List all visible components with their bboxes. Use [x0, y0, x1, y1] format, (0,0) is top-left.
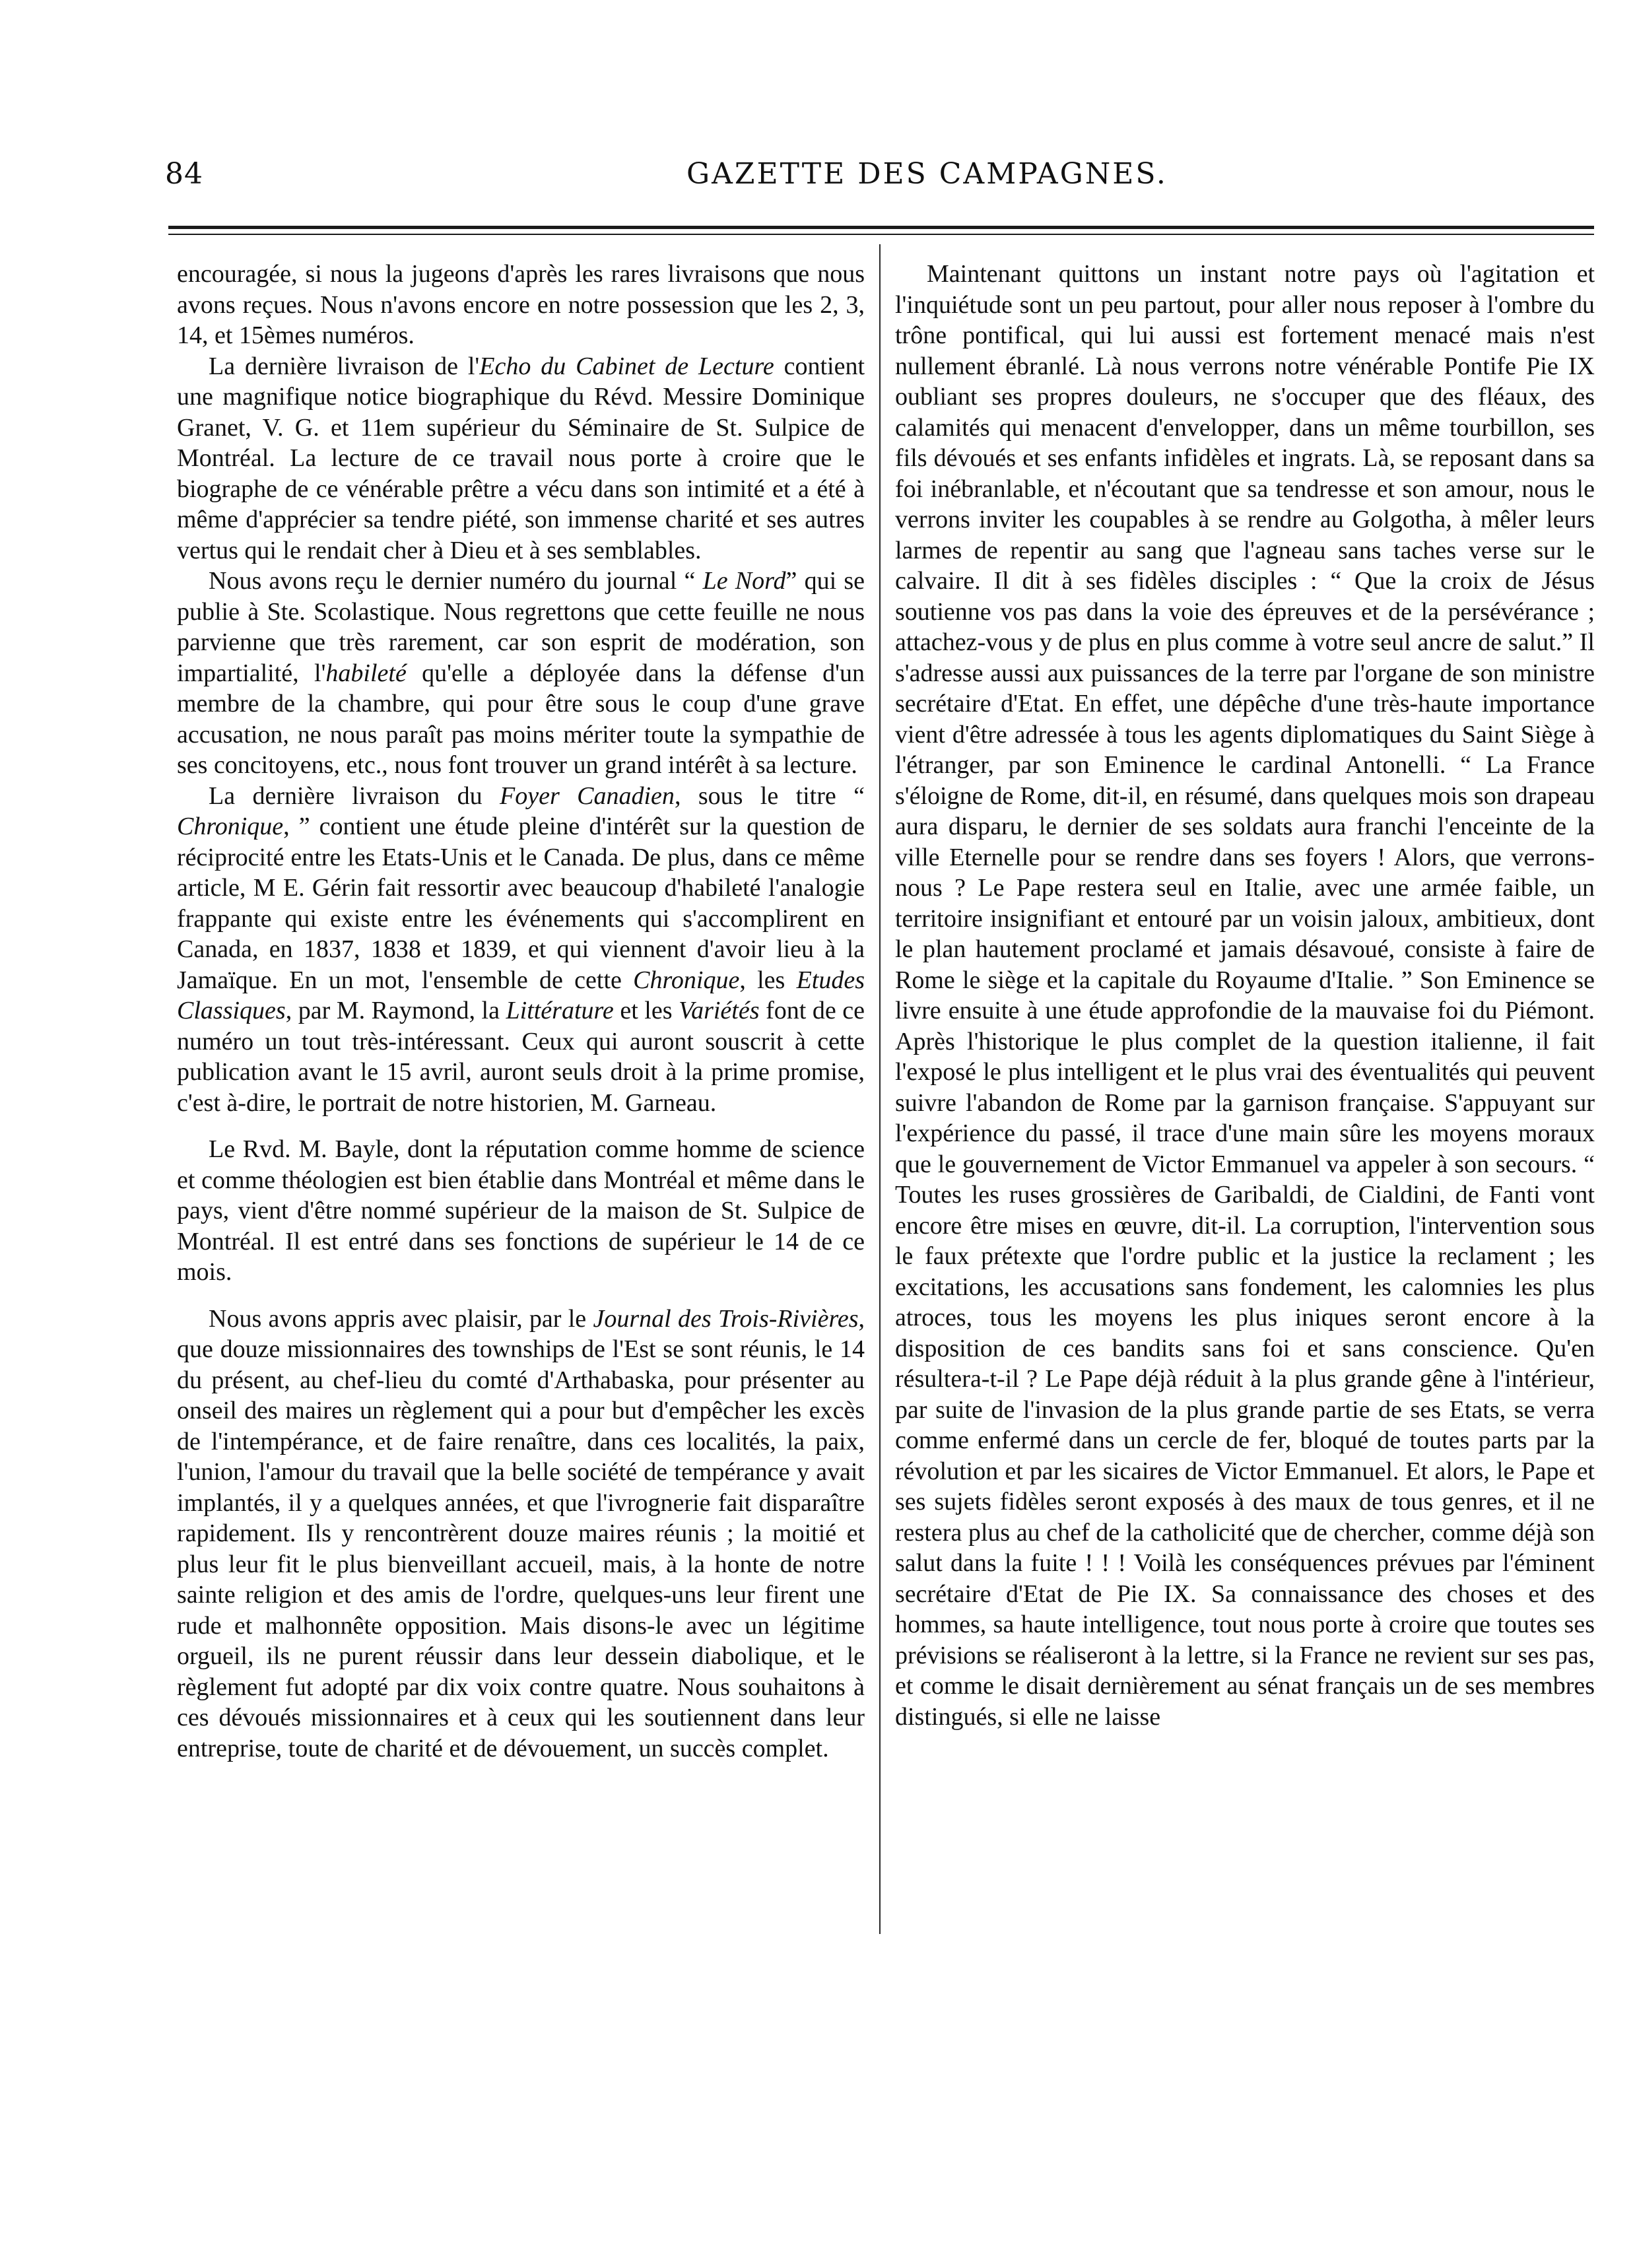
- header-rule-thick: [168, 226, 1594, 229]
- text: ” qui se publie à Ste. Scolastique. Nous regrettons que cette feuille ne nous parvienne que très rarement, car son esprit de modération, son impartialité, l': [177, 567, 865, 687]
- header-rule-thin: [168, 234, 1594, 235]
- text: , les: [739, 966, 797, 994]
- publication-title: Journal des Trois-Rivières: [593, 1304, 859, 1333]
- page-number: 84: [165, 157, 203, 191]
- paragraph-pontife: [895, 259, 1595, 1732]
- emphasis: habileté: [325, 659, 407, 687]
- text: Nous avons reçu le dernier numéro du journal “: [209, 567, 703, 595]
- text: , sous le titre “: [674, 782, 865, 810]
- text: Nous avons appris avec plaisir, par le: [209, 1304, 593, 1333]
- text: La dernière livraison de l': [209, 352, 480, 380]
- text: , par M. Raymond, la: [285, 997, 506, 1024]
- column-divider: [879, 244, 881, 1934]
- text: et les: [613, 997, 679, 1024]
- paragraph-missionnaires: [177, 1304, 865, 1764]
- emphasis: Etudes Classiques: [177, 966, 865, 1024]
- text: qu'elle a déployée dans la défense d'un membre de la chambre, qui pour être sous le coup d'une grave accusation, ne nous paraît pas moins mériter toute la sympathie de ses concitoyens, etc., nous font trouver un grand intérêt à sa lecture.: [177, 659, 865, 779]
- publication-title: Echo du Cabinet de Lecture: [479, 352, 774, 380]
- emphasis: Chronique: [633, 966, 740, 994]
- paragraph-echo-cabinet: [177, 351, 865, 566]
- text: , que douze missionnaires des townships de l'Est se sont réunis, le 14 du présent, au chef-lieu du comté d'Arthabaska, pour présenter au onseil des maires un règlement qui a pour but d'empêcher les excès de l'intempérance, et de faire renaître, dans ces localités, la paix, l'union, l'amour du travail que la belle société de tempérance y avait implantés, il y a quelques années, et que l'ivrognerie fait disparaître rapidement. Ils y rencontrèrent douze maires réunis ; la moitié et plus leur fit le plus bienveillant accueil, mais, à la honte de notre sainte religion et des amis de l'ordre, quelques-uns leur firent une rude et malhonnête opposition. Mais disons-le avec un légitime orgueil, ils ne purent réussir dans leur dessein diabolique, et le règlement fut adopté par dix voix contre quatre. Nous souhaitons à ces dévoués missionnaires et à ceux qui les soutiennent dans leur entreprise, toute de charité et de dévouement, un succès complet.: [177, 1304, 865, 1762]
- emphasis: Littérature: [506, 997, 614, 1024]
- text: contient une magnifique notice biographique du Révd. Messire Dominique Granet, V. G. et 11em supérieur du Séminaire de St. Sulpice de Montréal. La lecture de ce travail nous porte à croire que le biographe de ce vénérable prêtre a vécu dans son intimité et a été à même d'apprécier sa tendre piété, son immense charité et ses autres vertus qui le rendait cher à Dieu et à ses semblables.: [177, 352, 865, 564]
- left-column: [177, 259, 865, 1764]
- paragraph-foyer-canadien: [177, 781, 865, 1119]
- right-column: [895, 259, 1595, 1732]
- running-title: GAZETTE DES CAMPAGNES.: [686, 157, 1168, 191]
- emphasis: Chronique: [177, 813, 284, 840]
- paragraph-bayle: [177, 1134, 865, 1288]
- paragraph-le-nord: [177, 566, 865, 781]
- paragraph-text: Le Rvd. M. Bayle, dont la réputation comme homme de science et comme théologien est bien établie dans Montréal et même dans le pays, vient d'être nommé supérieur de la maison de St. Sulpice de Montréal. Il est entré dans ses fonctions de supérieur le 14 de ce mois.: [177, 1135, 865, 1286]
- paragraph-text: encouragée, si nous la jugeons d'après les rares livraisons que nous avons reçues. Nous n'avons encore en notre possession que les 2, 3, 14, et 15èmes numéros.: [177, 260, 865, 349]
- paragraph-text: Maintenant quittons un instant notre pays où l'agitation et l'inquiétude sont un peu partout, pour aller nous reposer à l'ombre du trône pontifical, qui lui aussi est fortement menacé mais n'est nullement ébranlé. Là nous verrons notre vénérable Pontife Pie IX oubliant ses propres douleurs, ne s'occuper que des fléaux, des calamités qui menacent d'envelopper, dans un même tourbillon, ses fils dévoués et ses enfants infidèles et ingrats. Là, se reposant dans sa foi inébranlable, et n'écoutant que sa tendresse et son amour, nous le verrons inviter les coupables à se rendre au Golgotha, à mêler leurs larmes de repentir au sang que l'agneau sans taches verse sur le calvaire. Il dit à ses fidèles disciples : “ Que la croix de Jésus soutienne vos pas dans la voie des épreuves et de la persévérance ; attachez-vous y de plus en plus comme à votre seul ancre de salut.” Il s'adresse aussi aux puissances de la terre par l'organe de son ministre secrétaire d'Etat. En effet, une dépêche d'une très-haute importance vient d'être adressée à tous les agents diplomatiques du Saint Siège à l'étranger, par son Eminence le cardinal Antonelli. “ La France s'éloigne de Rome, dit-il, en résumé, dans quelques mois son drapeau aura disparu, le dernier de ses soldats aura franchi l'enceinte de la ville Eternelle pour se rendre dans ses foyers ! Alors, que verrons-nous ? Le Pape restera seul en Italie, avec une armée faible, un territoire insignifiant et entouré par un voisin jaloux, ambitieux, dont le plan hautement proclamé et jamais désavoué, consiste à faire de Rome le siège et la capitale du Royaume d'Italie. ” Son Eminence se livre ensuite à une étude approfondie de la mauvaise foi du Piémont. Après l'historique le plus complet de la question italienne, il fait l'exposé le plus intelligent et le plus vrai des éventualités qui peuvent suivre l'abandon de Rome par la garnison française. S'appuyant sur l'expérience du passé, il trace d'une main sûre les moyens moraux que le gouvernement de Victor Emmanuel va appeler à son secours. “ Toutes les ruses grossières de Garibaldi, de Cialdini, de Fanti vont encore être mises en œuvre, dit-il. La corruption, l'intervention sous le faux prétexte que l'ordre public et la justice la reclament ; les excitations, les accusations sans fondement, les calomnies les plus atroces, tous les moyens les plus iniques seront encore à la disposition de ces bandits sans foi et sans conscience. Qu'en résultera-t-il ? Le Pape déjà réduit à la plus grande gêne à l'intérieur, par suite de l'invasion de la plus grande partie de ses Etats, se verra comme enfermé dans un cercle de fer, bloqué de toutes parts par la révolution et par les sicaires de Victor Emmanuel. Et alors, le Pape et ses sujets fidèles seront exposés à des maux de tous genres, et il ne restera plus au chef de la catholicité que de chercher, comme déjà son salut dans la fuite ! ! ! Voilà les conséquences prévues par l'éminent secrétaire d'Etat de Pie IX. Sa connaissance des choses et des hommes, sa haute intelligence, tout nous porte à croire que toutes ses prévisions se réaliseront à la lettre, si la France ne revient sur ses pas, et comme le disait dernièrement au sénat français un de ses membres distingués, si elle ne laisse: [895, 260, 1595, 1731]
- paragraph-continuation: [177, 259, 865, 351]
- emphasis: Variétés: [679, 997, 760, 1024]
- publication-title: Le Nord: [702, 567, 786, 595]
- text: La dernière livraison du: [209, 782, 500, 810]
- publication-title: Foyer Canadien: [500, 782, 675, 810]
- text: font de ce numéro un tout très-intéressant. Ceux qui auront souscrit à cette publication avant le 15 avril, auront seuls droit à la prime promise, c'est à-dire, le portrait de notre historien, M. Garneau.: [177, 997, 865, 1117]
- text: , ” contient une étude pleine d'intérêt sur la question de réciprocité entre les Etats-Unis et le Canada. De plus, dans ce même article, M E. Gérin fait ressortir avec beaucoup d'habileté l'analogie frappante qui existe entre les événements qui s'accomplirent en Canada, en 1837, 1838 et 1839, et qui viennent d'avoir lieu à la Jamaïque. En un mot, l'ensemble de cette: [177, 813, 865, 994]
